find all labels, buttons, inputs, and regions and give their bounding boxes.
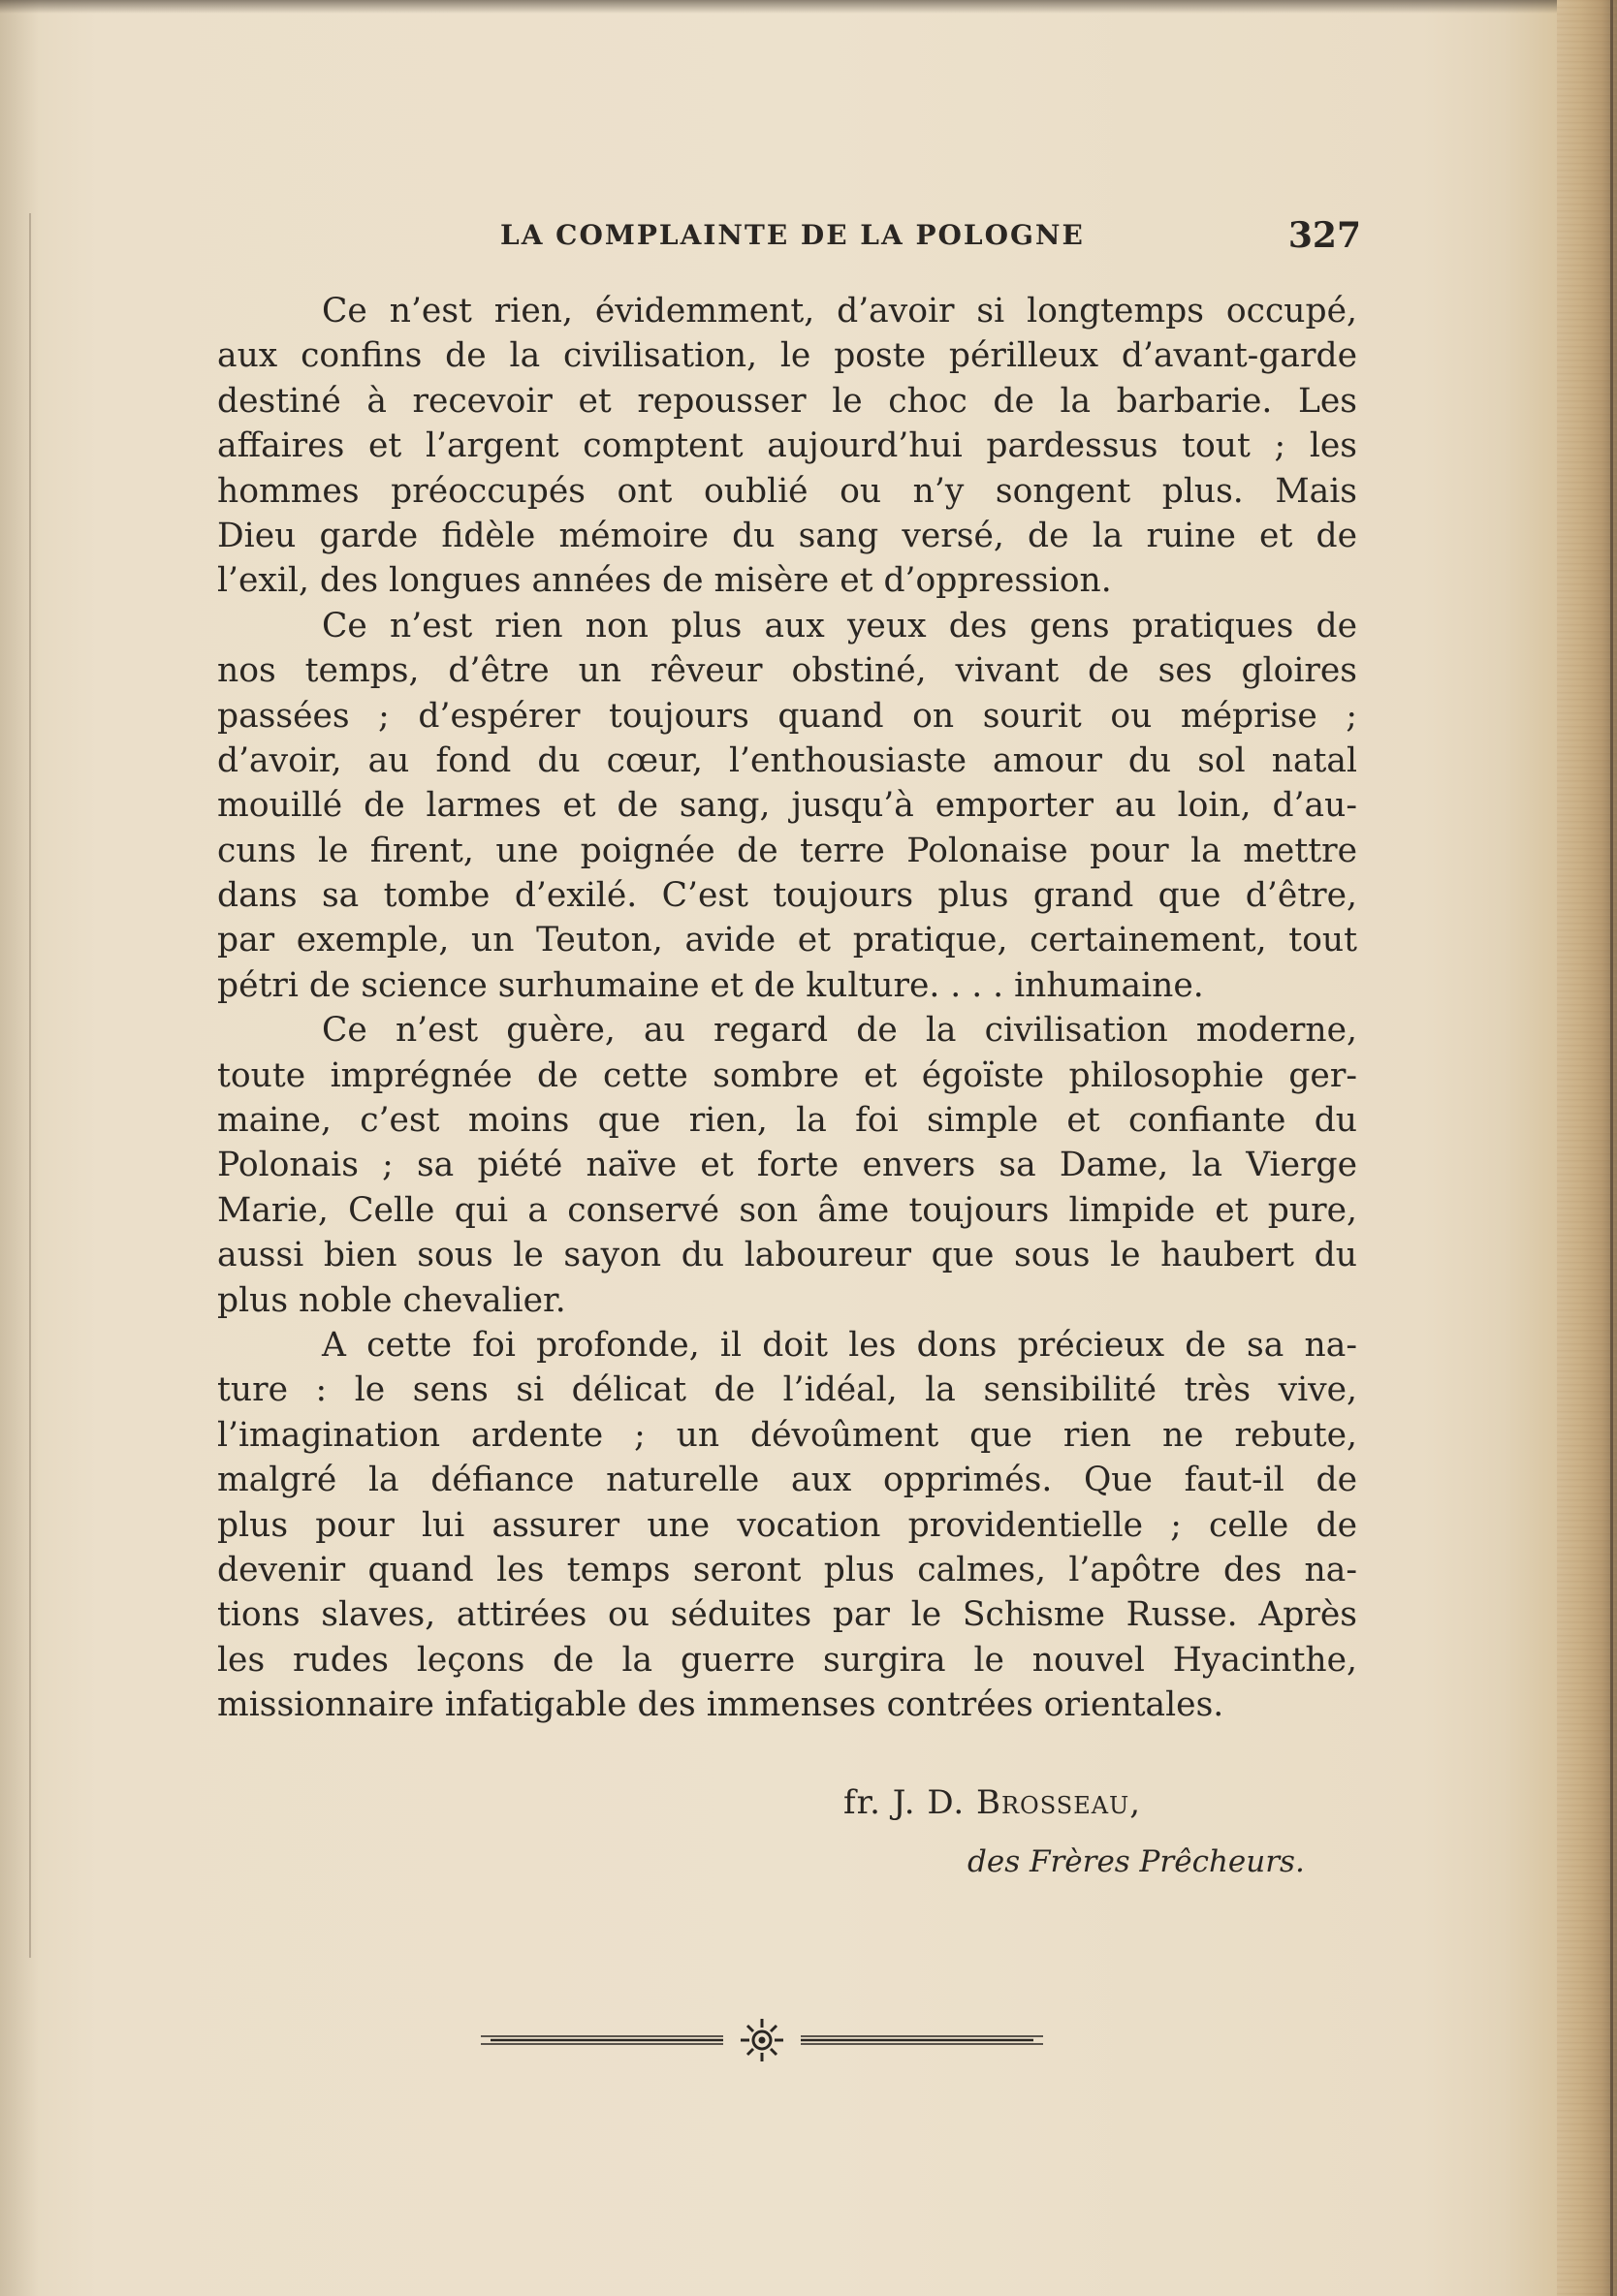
author-prefix: fr. J. D. (843, 1783, 976, 1822)
author-name: Brosseau (976, 1783, 1130, 1822)
text-line: nos temps, d’être un rêveur obstiné, vivant de ses gloires (217, 651, 1357, 691)
page-edge (1557, 0, 1617, 2296)
text-line: l’exil, des longues années de misère et d’oppression. (217, 561, 1112, 601)
text-line: affaires et l’argent comptent aujourd’hui pardessus tout ; les (217, 426, 1357, 466)
text-line: tions slaves, attirées ou séduites par le Schisme Russe. Après (217, 1595, 1357, 1635)
text-line: destiné à recevoir et repousser le choc de la barbarie. Les (217, 381, 1357, 421)
text-line: aux confins de la civilisation, le poste périlleux d’avant-garde (217, 336, 1357, 376)
text-line: Marie, Celle qui a conservé son âme toujours limpide et pure, (217, 1190, 1357, 1230)
text-line: par exemple, un Teuton, avide et pratique, certainement, tout (217, 921, 1357, 960)
text-line: plus noble chevalier. (217, 1280, 566, 1320)
text-line: maine, c’est moins que rien, la foi simple et confiante du (217, 1101, 1357, 1141)
text-line: d’avoir, au fond du cœur, l’enthousiaste amour du sol natal (217, 740, 1357, 780)
body-text (217, 289, 1357, 1728)
text-line: Ce n’est rien, évidemment, d’avoir si longtemps occupé, (322, 292, 1357, 330)
page-left-shadow (0, 0, 39, 2296)
text-line: Ce n’est rien non plus aux yeux des gens pratiques de (322, 606, 1357, 645)
running-header (500, 215, 1361, 254)
running-title: LA COMPLAINTE DE LA POLOGNE (500, 219, 1085, 251)
text-line: Ce n’est guère, au regard de la civilisation moderne, (322, 1011, 1357, 1051)
page-top-shadow (0, 0, 1617, 14)
text-line: passées ; d’espérer toujours quand on sourit ou méprise ; (217, 696, 1357, 736)
text-line: cuns le firent, une poignée de terre Polonaise pour la mettre (217, 831, 1357, 870)
text-line: plus pour lui assurer une vocation providentielle ; celle de (217, 1505, 1357, 1545)
author-affiliation: des Frères Prêcheurs. (967, 1844, 1305, 1879)
text-line: ture : le sens si délicat de l’idéal, la sensibilité très vive, (217, 1370, 1357, 1410)
text-line: A cette foi profonde, il doit les dons précieux de sa na- (322, 1325, 1357, 1365)
text-line: Dieu garde fidèle mémoire du sang versé, de la ruine et de (217, 516, 1357, 555)
text-line: dans sa tombe d’exilé. C’est toujours plus grand que d’être, (217, 876, 1357, 916)
author-signature (843, 1783, 1141, 1822)
text-line: pétri de science surhumaine et de kulture. . . . inhumaine. (217, 965, 1204, 1005)
binding-line (29, 213, 31, 1958)
text-line: aussi bien sous le sayon du laboureur que sous le haubert du (217, 1236, 1357, 1275)
text-line: missionnaire infatigable des immenses contrées orientales. (217, 1685, 1224, 1725)
sun-ornament-icon (481, 2016, 1043, 2064)
text-line: hommes préoccupés ont oublié ou n’y songent plus. Mais (217, 471, 1357, 511)
text-line: l’imagination ardente ; un dévoûment que rien ne rebute, (217, 1415, 1357, 1455)
author-suffix: , (1129, 1783, 1142, 1822)
text-line: devenir quand les temps seront plus calmes, l’apôtre des na- (217, 1550, 1357, 1589)
text-line: malgré la défiance naturelle aux opprimés. Que faut-il de (217, 1461, 1357, 1500)
text-line: toute imprégnée de cette sombre et égoïste philosophie ger- (217, 1055, 1357, 1095)
page-number: 327 (1287, 215, 1361, 256)
text-line: mouillé de larmes et de sang, jusqu’à emporter au loin, d’au- (217, 786, 1357, 826)
page-edge-shadow (1610, 0, 1613, 2296)
text-line: Polonais ; sa piété naïve et forte envers sa Dame, la Vierge (217, 1146, 1357, 1185)
text-line: les rudes leçons de la guerre surgira le nouvel Hyacinthe, (217, 1640, 1357, 1680)
